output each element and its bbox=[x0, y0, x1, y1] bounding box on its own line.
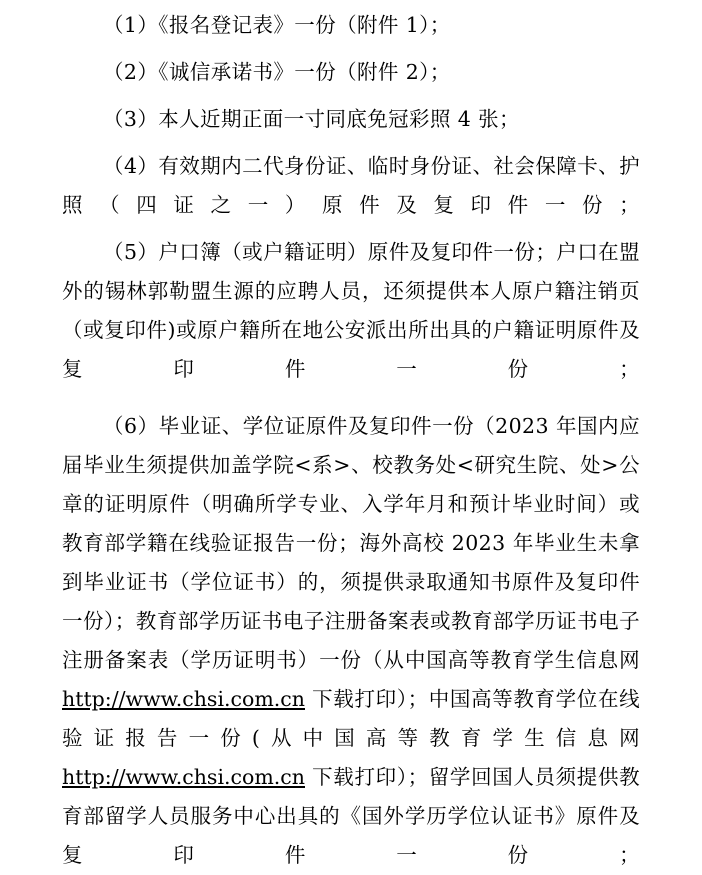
chsi-url-link[interactable]: http://www.chsi.com.cn bbox=[62, 765, 305, 789]
spacer bbox=[62, 139, 640, 147]
paragraph-text-run: 下载打印）；中国高等教育学位在线验证报告一份(从中国高等教育学生信息网 bbox=[62, 687, 640, 750]
list-item-1: （1）《报名登记表》一份（附件 1）； bbox=[103, 13, 451, 37]
list-item-2: （2）《诚信承诺书》一份（附件 2）； bbox=[103, 60, 451, 84]
spacer bbox=[62, 92, 640, 100]
spacer bbox=[62, 45, 640, 53]
spacer bbox=[62, 225, 640, 233]
list-item-4: （4）有效期内二代身份证、临时身份证、社会保障卡、护照（四证之一）原件及复印件一份； bbox=[62, 154, 640, 217]
spacer bbox=[62, 389, 640, 407]
paragraph-text-run: （6）毕业证、学位证原件及复印件一份（2023 年国内应届毕业生须提供加盖学院<系>、校教务处<研究生院、处>公章的证明原件（明确所学专业、入学年月和预计毕业时间）或教育部学籍在线验证报告一份；海外高校 2023 年毕业生未拿到毕业证书（学位证书）的，须提供录取通知书原件及复印件一份）；教育部学历证书电子注册备案表或教育部学历证书电子注册备案表（学历证明书）一份（从中国高等教育学生信息网 bbox=[62, 414, 640, 672]
chsi-url-link[interactable]: http://www.chsi.com.cn bbox=[62, 687, 305, 711]
list-item-6 bbox=[62, 407, 640, 875]
list-item-3: （3）本人近期正面一寸同底免冠彩照 4 张； bbox=[103, 107, 520, 131]
list-item-5: （5）户口簿（或户籍证明）原件及复印件一份；户口在盟外的锡林郭勒盟生源的应聘人员，还须提供本人原户籍注销页（或复印件)或原户籍所在地公安派出所出具的户籍证明原件及复印件一份； bbox=[62, 240, 640, 381]
paragraph-text-run: 下载打印）；留学回国人员须提供教育部留学人员服务中心出具的《国外学历学位认证书》原件及复印件一份； bbox=[62, 765, 640, 867]
